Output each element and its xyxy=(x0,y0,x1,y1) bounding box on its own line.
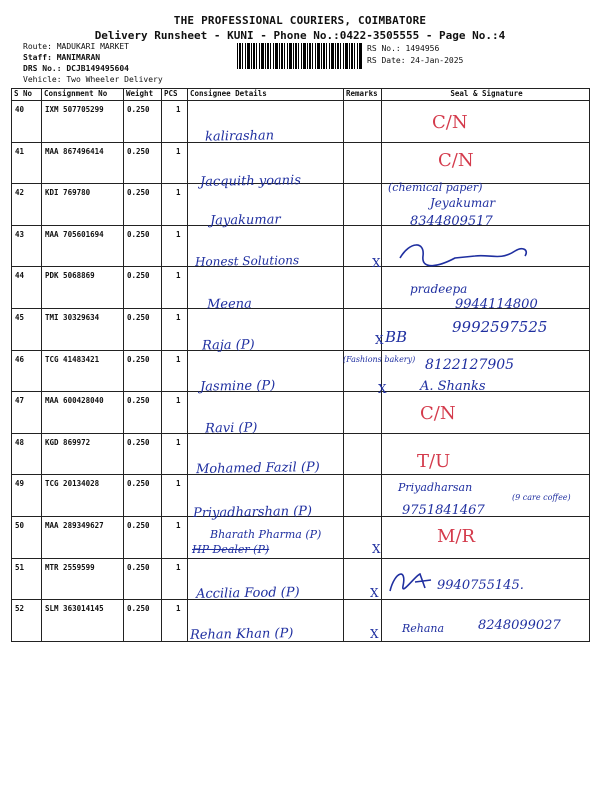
hw-remark-46a: (Fashions bakery) xyxy=(343,355,416,364)
cell-weight xyxy=(124,392,162,434)
hw-signature-42b: Jeyakumar xyxy=(430,196,496,210)
cell-consignment-text: TCG 20134028 xyxy=(45,479,100,489)
hw-consignee-48: Mohamed Fazil (P) xyxy=(195,459,320,478)
cell-sno xyxy=(12,267,42,309)
cell-pcs-text: 1 xyxy=(176,312,181,322)
cell-pcs xyxy=(162,101,188,143)
table-row xyxy=(12,101,590,143)
col-remarks-header: Remarks xyxy=(344,89,382,101)
vehicle-label: Vehicle: xyxy=(23,75,62,84)
col-consignee-header: Consignee Details xyxy=(188,89,344,101)
cell-consignment-text: KDI 769780 xyxy=(45,188,91,198)
hw-consignee-40: kalirashan xyxy=(204,128,275,145)
cell-consignment-text: MAA 600428040 xyxy=(45,396,104,406)
runsheet-subtitle: Delivery Runsheet - KUNI - Phone No.:0422-3505555 - Page No.:4 xyxy=(94,29,506,42)
cell-pcs xyxy=(162,558,188,600)
cell-weight-text: 0.250 xyxy=(127,271,150,281)
cell-consignment xyxy=(42,600,124,642)
cell-sno-text: 52 xyxy=(15,604,25,614)
cell-weight-text: 0.250 xyxy=(127,479,150,489)
cell-sno-text: 50 xyxy=(15,520,25,530)
cell-weight xyxy=(124,433,162,475)
cell-pcs xyxy=(162,308,188,350)
hw-status-48: T/U xyxy=(417,451,451,472)
cell-consignment-text: IXM 507705299 xyxy=(45,105,104,114)
staff-value: MANIMARAN xyxy=(56,53,101,62)
hw-signature-44a: pradeepa xyxy=(410,282,468,296)
cell-sno xyxy=(12,308,42,350)
cell-weight xyxy=(124,225,162,267)
cell-pcs-text: 1 xyxy=(176,604,181,614)
cell-sno xyxy=(12,600,42,642)
cell-sno xyxy=(12,433,42,475)
hw-signature-46c: A. Shanks xyxy=(420,379,486,394)
drs-label: DRS No.: xyxy=(23,64,62,73)
cell-weight-text: 0.250 xyxy=(127,437,150,447)
cell-sno xyxy=(12,475,42,517)
cell-weight-text: 0.250 xyxy=(127,188,150,198)
cell-remarks xyxy=(344,433,382,475)
cell-consignment xyxy=(42,475,124,517)
hw-consignee-50a: Bharath Pharma (P) xyxy=(210,528,322,541)
route-line xyxy=(23,42,129,51)
cell-weight-text: 0.250 xyxy=(127,105,150,114)
cell-pcs xyxy=(162,225,188,267)
col-signature-header: Seal & Signature xyxy=(382,89,590,101)
hw-consignee-52: Rehan Khan (P) xyxy=(189,626,294,643)
signature-scribble-43 xyxy=(395,236,535,270)
hw-signature-45b: 9992597525 xyxy=(452,318,548,336)
drs-line xyxy=(23,64,129,73)
cell-pcs-text: 1 xyxy=(176,354,181,364)
hw-signature-42c: 8344809517 xyxy=(410,214,493,229)
cell-signature xyxy=(382,101,590,143)
cell-pcs xyxy=(162,142,188,184)
cell-consignment-text: MAA 289349627 xyxy=(45,520,104,530)
hw-consignee-51: Accilia Food (P) xyxy=(195,585,300,602)
cell-weight xyxy=(124,308,162,350)
cell-consignment xyxy=(42,516,124,558)
cell-sno xyxy=(12,184,42,226)
cell-weight xyxy=(124,350,162,392)
hw-signature-51: 9940755145. xyxy=(437,578,524,593)
col-weight-header: Weight xyxy=(124,89,162,101)
cell-pcs xyxy=(162,475,188,517)
hw-consignee-46: Jasmine (P) xyxy=(199,378,276,395)
cell-pcs xyxy=(162,516,188,558)
hw-remark-45: X xyxy=(375,333,384,347)
vehicle-value: Two Wheeler Delivery xyxy=(66,75,163,84)
cell-consignment-text: SLM 363014145 xyxy=(45,604,104,614)
cell-sno-text: 46 xyxy=(15,354,25,364)
route-value: MADUKARI MARKET xyxy=(56,42,129,51)
cell-pcs xyxy=(162,267,188,309)
hw-status-41: C/N xyxy=(438,150,474,171)
hw-consignee-49: Priyadharshan (P) xyxy=(192,503,313,522)
cell-sno-text: 51 xyxy=(15,562,25,572)
cell-weight xyxy=(124,475,162,517)
hw-consignee-44: Meena xyxy=(206,296,252,313)
cell-sno-text: 47 xyxy=(15,396,25,406)
cell-sno-text: 49 xyxy=(15,479,25,489)
staff-line xyxy=(23,53,100,62)
col-sno-header: S No xyxy=(12,89,42,101)
cell-consignment-text: PDK 5068869 xyxy=(45,271,95,281)
cell-consignment xyxy=(42,225,124,267)
col-consignment-header: Consignment No xyxy=(42,89,124,101)
hw-consignee-42: Jayakumar xyxy=(209,212,281,229)
cell-sno-text: 41 xyxy=(15,146,25,156)
cell-pcs-text: 1 xyxy=(176,271,181,281)
hw-status-47: C/N xyxy=(420,403,456,424)
hw-signature-52a: Rehana xyxy=(402,622,445,635)
cell-sno xyxy=(12,558,42,600)
hw-status-40: C/N xyxy=(432,112,468,133)
hw-signature-49c: 9751841467 xyxy=(402,503,485,518)
cell-pcs xyxy=(162,350,188,392)
hw-consignee-45: Raja (P) xyxy=(201,337,255,354)
staff-label: Staff: xyxy=(23,53,52,62)
cell-remarks xyxy=(344,475,382,517)
cell-remarks xyxy=(344,267,382,309)
cell-consignment xyxy=(42,142,124,184)
cell-consignment xyxy=(42,267,124,309)
signature-scribble-51 xyxy=(385,566,435,598)
hw-signature-49b: (9 care coffee) xyxy=(512,493,571,502)
hw-remark-46: X xyxy=(378,382,387,396)
cell-consignment xyxy=(42,350,124,392)
cell-sno-text: 45 xyxy=(15,312,25,322)
cell-weight xyxy=(124,142,162,184)
cell-sno-text: 42 xyxy=(15,188,25,198)
cell-weight-text: 0.250 xyxy=(127,229,150,239)
rs-date-label: RS Date: xyxy=(367,56,406,65)
cell-pcs-text: 1 xyxy=(176,520,181,530)
cell-pcs-text: 1 xyxy=(176,105,181,114)
cell-sno xyxy=(12,101,42,143)
cell-weight xyxy=(124,516,162,558)
cell-consignment-text: MAA 705601694 xyxy=(45,229,104,239)
cell-remarks xyxy=(344,392,382,434)
drs-value: DCJB149495604 xyxy=(66,64,129,73)
cell-sno xyxy=(12,142,42,184)
cell-pcs-text: 1 xyxy=(176,562,181,572)
cell-weight-text: 0.250 xyxy=(127,354,150,364)
rs-date-line xyxy=(367,56,463,65)
cell-weight-text: 0.250 xyxy=(127,146,150,156)
cell-consignment xyxy=(42,433,124,475)
drs-barcode xyxy=(237,43,363,69)
cell-pcs-text: 1 xyxy=(176,479,181,489)
hw-signature-44b: 9944114800 xyxy=(455,297,538,312)
cell-remarks xyxy=(344,184,382,226)
rs-date-value: 24-Jan-2025 xyxy=(410,56,464,65)
cell-consignment xyxy=(42,558,124,600)
cell-remarks xyxy=(344,101,382,143)
company-title: THE PROFESSIONAL COURIERS, COIMBATORE xyxy=(173,14,427,27)
cell-weight xyxy=(124,101,162,143)
cell-pcs-text: 1 xyxy=(176,229,181,239)
cell-consignment-text: MAA 867496414 xyxy=(45,146,104,156)
cell-weight xyxy=(124,558,162,600)
cell-consignment xyxy=(42,392,124,434)
rs-no-label: RS No.: xyxy=(367,44,401,53)
hw-remark-52: X xyxy=(370,627,379,641)
hw-signature-42a: (chemical paper) xyxy=(388,181,483,194)
cell-remarks xyxy=(344,142,382,184)
hw-consignee-41: Jacquith yoanis xyxy=(199,173,302,190)
cell-signature xyxy=(382,516,590,558)
cell-sno-text: 48 xyxy=(15,437,25,447)
hw-remark-51: X xyxy=(370,586,379,600)
hw-remark-50: X xyxy=(372,542,381,556)
cell-weight-text: 0.250 xyxy=(127,520,150,530)
cell-signature xyxy=(382,392,590,434)
cell-weight-text: 0.250 xyxy=(127,396,150,406)
cell-consignment xyxy=(42,184,124,226)
hw-signature-52b: 8248099027 xyxy=(478,618,561,633)
table-header-row xyxy=(12,89,590,101)
hw-signature-49a: Priyadharsan xyxy=(398,481,473,494)
hw-consignee-50b: HP Dealer (P) xyxy=(192,543,270,556)
cell-sno xyxy=(12,225,42,267)
cell-signature xyxy=(382,142,590,184)
table-row xyxy=(12,392,590,434)
cell-consignment xyxy=(42,101,124,143)
hw-consignee-43: Honest Solutions xyxy=(194,253,300,269)
cell-sno xyxy=(12,392,42,434)
hw-status-50: M/R xyxy=(437,526,476,547)
cell-sno-text: 40 xyxy=(15,105,25,114)
cell-consignment-text: TMI 30329634 xyxy=(45,312,100,322)
cell-sno xyxy=(12,516,42,558)
cell-weight-text: 0.250 xyxy=(127,562,150,572)
route-label: Route: xyxy=(23,42,52,51)
cell-sno-text: 43 xyxy=(15,229,25,239)
hw-consignee-47: Ravi (P) xyxy=(204,420,258,437)
cell-sno xyxy=(12,350,42,392)
cell-consignment xyxy=(42,308,124,350)
hw-remark-43: X xyxy=(372,256,381,270)
cell-consignment-text: TCG 41483421 xyxy=(45,354,100,364)
cell-weight xyxy=(124,600,162,642)
cell-pcs xyxy=(162,433,188,475)
cell-consignment-text: KGD 869972 xyxy=(45,437,91,447)
cell-pcs xyxy=(162,600,188,642)
cell-consignment-text: MTR 2559599 xyxy=(45,562,95,572)
cell-pcs xyxy=(162,392,188,434)
cell-pcs xyxy=(162,184,188,226)
cell-pcs-text: 1 xyxy=(176,146,181,156)
table-row xyxy=(12,184,590,226)
hw-signature-45a: BB xyxy=(385,328,408,346)
cell-signature xyxy=(382,433,590,475)
cell-pcs-text: 1 xyxy=(176,437,181,447)
cell-weight-text: 0.250 xyxy=(127,604,150,614)
cell-sno-text: 44 xyxy=(15,271,25,281)
rs-no-value: 1494956 xyxy=(405,44,440,53)
cell-weight-text: 0.250 xyxy=(127,312,150,322)
cell-pcs-text: 1 xyxy=(176,188,181,198)
cell-pcs-text: 1 xyxy=(176,396,181,406)
col-pcs-header: PCS xyxy=(162,89,188,101)
cell-weight xyxy=(124,184,162,226)
cell-weight xyxy=(124,267,162,309)
hw-signature-46b: 8122127905 xyxy=(425,357,515,373)
vehicle-line xyxy=(23,75,163,84)
rs-no-line xyxy=(367,44,439,53)
